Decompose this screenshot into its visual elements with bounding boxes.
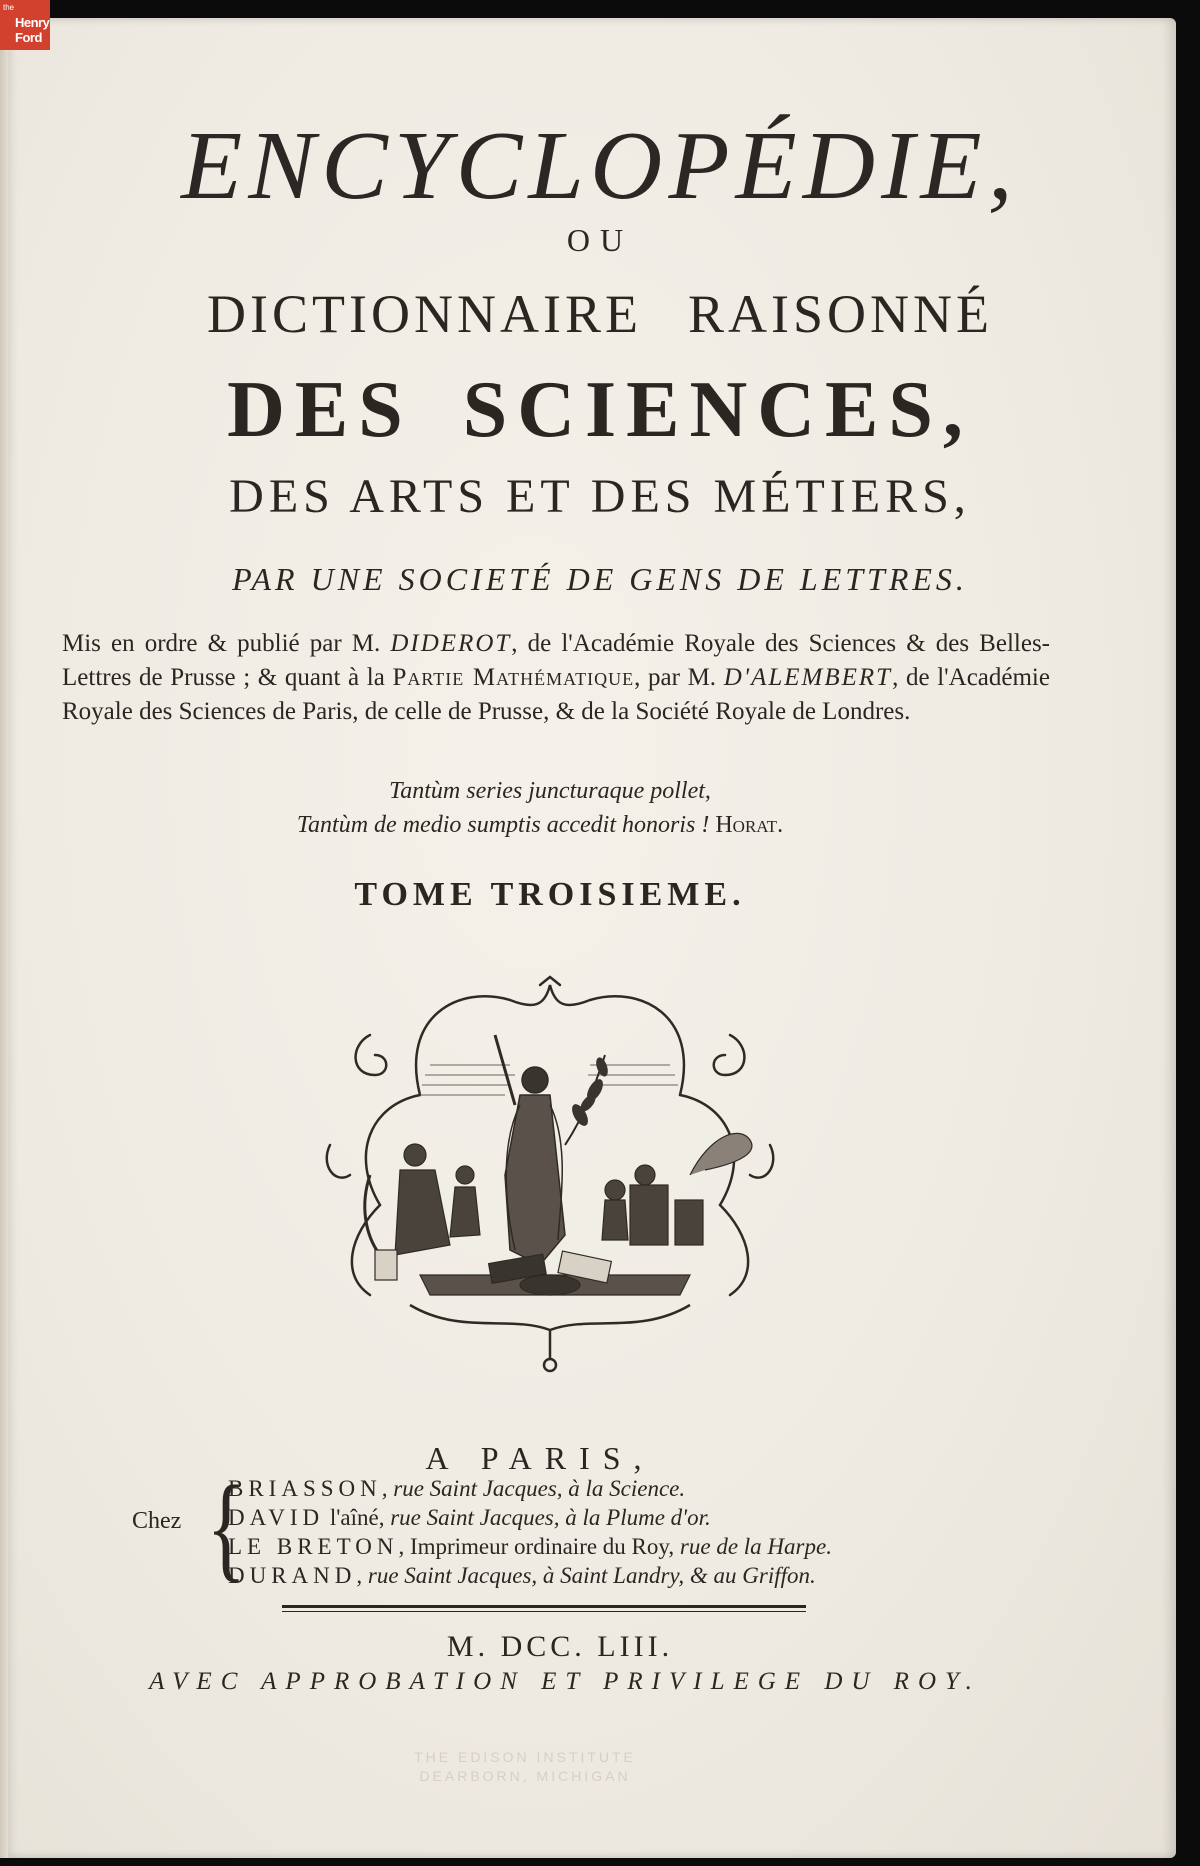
motto-line-2-text: Tantùm de medio sumptis accedit honoris !: [296, 812, 710, 838]
publisher-2-name: DAVID: [228, 1505, 325, 1530]
motto-author: Horat.: [715, 812, 784, 838]
publisher-2-address-pre: l'aîné,: [324, 1505, 391, 1530]
title-dict-word2: RAISONNÉ: [687, 284, 993, 344]
imprint-city: A PARIS,: [425, 1440, 655, 1476]
publisher-3-name: LE BRETON: [228, 1534, 399, 1559]
pub-partie: Partie Mathématique: [392, 664, 635, 691]
publisher-4: [228, 1563, 816, 1589]
motto-line-1: Tantùm series juncturaque pollet,: [389, 778, 711, 804]
title-dict-word1: DICTIONNAIRE: [207, 284, 642, 344]
publisher-2: [228, 1505, 711, 1531]
vignette-engraving: [310, 975, 790, 1375]
logo-the: the: [3, 3, 15, 12]
publisher-1-name: BRIASSON: [228, 1476, 382, 1501]
publisher-3-address: rue de la Harpe.: [679, 1534, 832, 1559]
title-par: PAR UNE SOCIETÉ DE GENS DE LETTRES.: [232, 561, 968, 597]
publisher-3-address-pre: , Imprimeur ordinaire du Roy,: [398, 1534, 680, 1559]
title-sci-word1: DES: [227, 366, 413, 454]
publisher-4-address: , rue Saint Jacques, à Saint Landry, & au Griffon.: [356, 1563, 816, 1588]
library-stamp-line-2: DEARBORN, MICHIGAN: [419, 1768, 631, 1784]
title-sciences: [0, 365, 1200, 456]
pub-diderot: DIDEROT: [390, 630, 512, 657]
henry-ford-logo[interactable]: [0, 0, 50, 50]
pub-text-4: , de l'Académie Royale des Sciences de Paris, de celle de Prusse, & de la Société Royale de Londres.: [62, 664, 1050, 725]
pub-text-3: , par M.: [634, 664, 724, 691]
publication-paragraph: [62, 627, 1050, 729]
tome-label: TOME TROISIEME.: [354, 876, 746, 913]
logo-ford: Ford: [15, 30, 42, 45]
library-stamp-line-1: THE EDISON INSTITUTE: [414, 1749, 636, 1765]
book-title: ENCYCLOPÉDIE,: [181, 112, 1019, 220]
pub-dalembert: D'ALEMBERT: [723, 664, 893, 691]
pub-text-2: , de l'Académie Royale des Sciences & des Belles-Lettres de Prusse ; & quant à la: [62, 630, 1050, 691]
imprint-year: M. DCC. LIII.: [446, 1630, 674, 1663]
brace-glyph: {: [206, 1461, 247, 1592]
title-ou: OU: [566, 222, 634, 258]
logo-henry: Henry: [15, 15, 50, 30]
title-arts: DES ARTS ET DES MÉTIERS,: [229, 470, 971, 523]
imprint-chez: Chez: [132, 1508, 182, 1534]
publisher-2-address: rue Saint Jacques, à la Plume d'or.: [390, 1505, 711, 1530]
title-sci-word2: SCIENCES,: [462, 366, 973, 454]
divider-rule-thin: [282, 1611, 806, 1612]
publisher-4-name: DURAND: [228, 1563, 357, 1588]
pub-text-1: Mis en ordre & publié par M.: [62, 630, 391, 657]
publisher-1: [228, 1476, 685, 1502]
publisher-1-address: , rue Saint Jacques, à la Science.: [381, 1476, 686, 1501]
motto-line-2: [0, 812, 1140, 839]
imprint-privilege: AVEC APPROBATION ET PRIVILEGE DU ROY.: [149, 1668, 981, 1695]
divider-rule: [282, 1605, 806, 1608]
publisher-3: [228, 1534, 832, 1560]
title-dictionnaire: [0, 283, 1200, 345]
